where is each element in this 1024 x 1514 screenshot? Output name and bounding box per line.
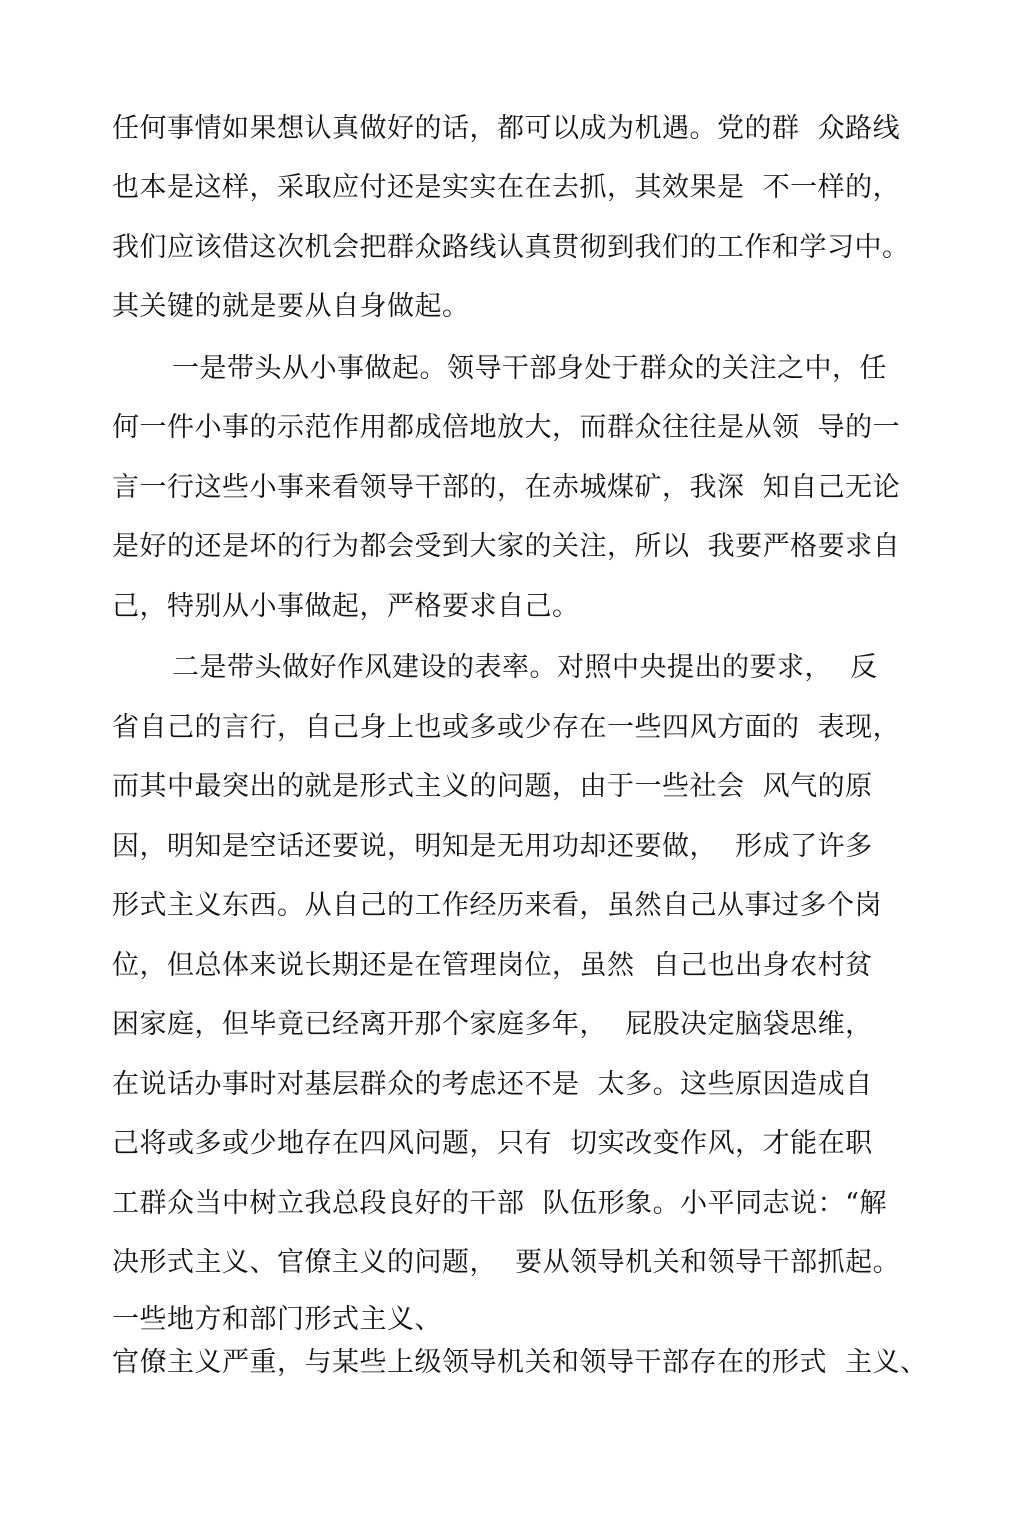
text-line: 在说话办事时对基层群众的考虑还不是 太多。这些原因造成自 — [112, 1069, 873, 1100]
text-line: 省自己的言行，自己身上也或多或少存在一些四风方面的 表现， — [112, 712, 901, 743]
text-line: 任何事情如果想认真做好的话，都可以成为机遇。党的群 众路线 — [112, 113, 901, 144]
text-line: 言一行这些小事来看领导干部的，在赤城煤矿，我深 知自己无论 — [112, 472, 901, 503]
text-line: 形式主义东西。从自己的工作经历来看，虽然自己从事过多个岗 — [112, 890, 882, 921]
text-line: 己，特别从小事做起，严格要求自己。 — [112, 591, 580, 622]
text-line: 困家庭，但毕竟已经离开那个家庭多年， 屁股决定脑袋思维， — [112, 1009, 873, 1040]
paragraph-start-line: 一是带头从小事做起。领导干部身处于群众的关注之中，任 — [172, 353, 887, 384]
text-line: 其关键的就是要从自身做起。 — [112, 291, 470, 322]
text-line: 而其中最突出的就是形式主义的问题，由于一些社会 风气的原 — [112, 771, 873, 802]
text-line: 位，但总体来说长期还是在管理岗位，虽然 自己也出身农村贫 — [112, 950, 873, 981]
text-line: 我们应该借这次机会把群众路线认真贯彻到我们的工作和学习中。 — [112, 232, 910, 263]
text-line: 己将或多或少地存在四风问题，只有 切实改变作风，才能在职 — [112, 1128, 873, 1159]
paragraph-start-line: 二是带头做好作风建设的表率。对照中央提出的要求， 反 — [172, 652, 878, 683]
text-line: 决形式主义、官僚主义的问题， 要从领导机关和领导干部抓起。 — [112, 1247, 901, 1278]
text-line: 工群众当中树立我总段良好的干部 队伍形象。小平同志说：“解 — [112, 1188, 887, 1219]
text-line: 也本是这样，采取应付还是实实在在去抓，其效果是 不一样的， — [112, 172, 901, 203]
text-line: 因，明知是空话还要说，明知是无用功却还要做， 形成了许多 — [112, 831, 873, 862]
text-line: 是好的还是坏的行为都会受到大家的关注，所以 我要严格要求自 — [112, 531, 901, 562]
text-line: 何一件小事的示范作用都成倍地放大，而群众往往是从领 导的一 — [112, 412, 901, 443]
text-line: 官僚主义严重，与某些上级领导机关和领导干部存在的形式 主义、 — [112, 1347, 928, 1378]
text-line: 一些地方和部门形式主义、 — [112, 1304, 442, 1335]
